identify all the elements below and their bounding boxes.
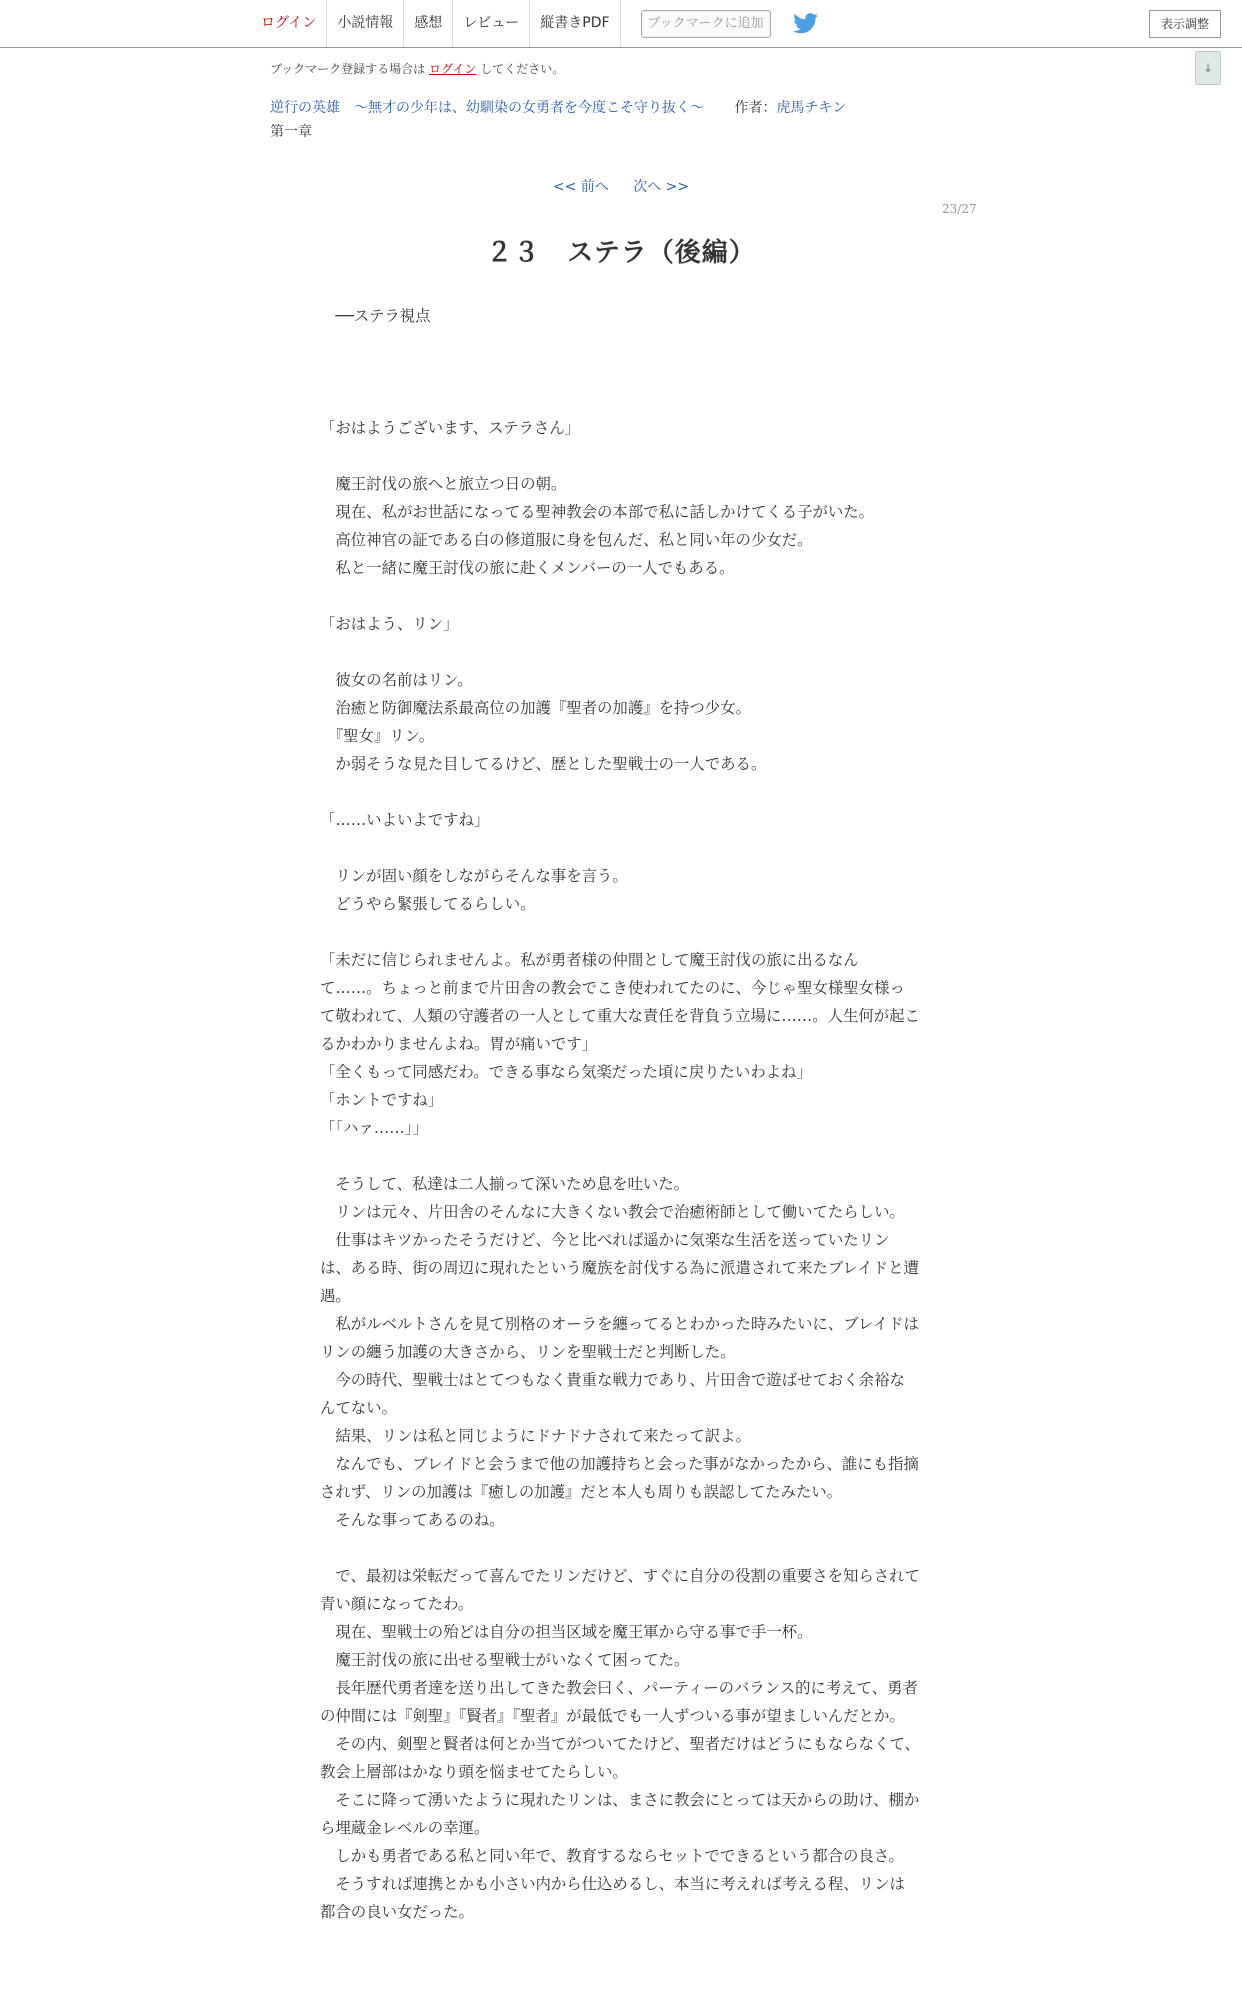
- body-paragraph: 『聖女』リン。: [320, 727, 435, 745]
- notice-login-link[interactable]: ログイン: [429, 62, 477, 76]
- body-paragraph: 今の時代、聖戦士はとてつもなく貴重な戦力であり、片田舎で遊ばせておく余裕なんてない。: [320, 1371, 905, 1417]
- top-navigation-bar: [0, 0, 1242, 48]
- body-paragraph: [320, 834, 920, 862]
- body-paragraph: [320, 386, 920, 414]
- body-paragraph: か弱そうな見た目してるけど、歴とした聖戦士の一人である。: [320, 755, 767, 773]
- chapter-label: 第一章: [270, 124, 312, 140]
- body-paragraph: 「全くもって同感だわ。できる事なら気楽だった頃に戻りたいわよね」: [320, 1063, 812, 1081]
- author-label: 作者：: [734, 100, 777, 116]
- body-paragraph: 治癒と防御魔法系最高位の加護『聖者の加護』を持つ少女。: [320, 699, 751, 717]
- add-bookmark-button[interactable]: ブックマークに追加: [641, 10, 771, 38]
- nav-vertical-pdf-link[interactable]: 縦書きPDF: [530, 0, 620, 47]
- body-paragraph: [320, 778, 920, 806]
- body-paragraph: その内、剣聖と賢者は何とか当てがついてたけど、聖者だけはどうにもならなくて、教会上層部はかなり頭を悩ませてたらしい。: [320, 1735, 920, 1781]
- body-paragraph: [320, 582, 920, 610]
- next-page-link[interactable]: 次へ >>: [633, 179, 690, 195]
- body-paragraph: 魔王討伐の旅に出せる聖戦士がいなくて困ってた。: [320, 1651, 690, 1669]
- twitter-bird-icon[interactable]: [793, 12, 821, 36]
- body-paragraph: 「おはよう、リン」: [320, 615, 459, 633]
- nav-login-link[interactable]: ログイン: [251, 0, 327, 47]
- notice-text-before: ブックマーク登録する場合は: [270, 62, 426, 76]
- body-paragraph: [320, 918, 920, 946]
- display-settings-button[interactable]: 表示調整: [1149, 10, 1221, 38]
- nav-review-link[interactable]: レビュー: [453, 0, 530, 47]
- body-paragraph: 「未だに信じられませんよ。私が勇者様の仲間として魔王討伐の旅に出るなんて……。ちょっと前まで片田舎の教会でこき使われてたのに、今じゃ聖女様聖女様って敬われて、人類の守護者の一人として重大な責任を背負う立場に……。人生何が起こるかわかりませんよね。胃が痛いです」: [320, 951, 920, 1053]
- body-paragraph: [320, 1142, 920, 1170]
- body-paragraph: ──ステラ視点: [320, 307, 431, 325]
- body-paragraph: リンが固い顔をしながらそんな事を言う。: [320, 867, 628, 885]
- body-paragraph: そうして、私達は二人揃って深いため息を吐いた。: [320, 1175, 690, 1193]
- body-paragraph: で、最初は栄転だって喜んでたリンだけど、すぐに自分の役割の重要さを知らされて青い顔になってたわ。: [320, 1567, 920, 1613]
- body-paragraph: [320, 358, 920, 386]
- page-navigation: [0, 176, 1242, 196]
- body-paragraph: 「ホントですね」: [320, 1091, 444, 1109]
- series-header: [270, 97, 846, 117]
- novel-body: [320, 302, 920, 1926]
- body-paragraph: 私と一緒に魔王討伐の旅に赴くメンバーの一人でもある。: [320, 559, 735, 577]
- body-paragraph: 「……いよいよですね」: [320, 811, 490, 829]
- body-paragraph: どうやら緊張してるらしい。: [320, 895, 536, 913]
- scroll-down-button[interactable]: ↓: [1195, 51, 1221, 85]
- prev-page-link[interactable]: << 前へ: [552, 179, 609, 195]
- body-paragraph: 彼女の名前はリン。: [320, 671, 473, 689]
- body-paragraph: [320, 330, 920, 358]
- body-paragraph: リンは元々、片田舎のそんなに大きくない教会で治癒術師として働いてたらしい。: [320, 1203, 905, 1221]
- body-paragraph: なんでも、ブレイドと会うまで他の加護持ちと会った事がなかったから、誰にも指摘されず、リンの加護は『癒しの加護』だと本人も周りも誤認してたみたい。: [320, 1455, 919, 1501]
- body-paragraph: 結果、リンは私と同じようにドナドナされて来たって訳よ。: [320, 1427, 751, 1445]
- body-paragraph: [320, 442, 920, 470]
- bookmark-login-notice: [270, 60, 564, 77]
- body-paragraph: 高位神官の証である白の修道服に身を包んだ、私と同い年の少女だ。: [320, 531, 813, 549]
- body-paragraph: 長年歴代勇者達を送り出してきた教会曰く、パーティーのバランス的に考えて、勇者の仲間には『剣聖』『賢者』『聖者』が最低でも一人ずついる事が望ましいんだとか。: [320, 1679, 918, 1725]
- nav-menu: [251, 0, 821, 47]
- episode-title: ２３ ステラ（後編）: [486, 238, 756, 268]
- body-paragraph: そこに降って湧いたように現れたリンは、まさに教会にとっては天からの助け、棚から埋蔵金レベルの幸運。: [320, 1791, 920, 1837]
- body-paragraph: 仕事はキツかったそうだけど、今と比べれば遥かに気楽な生活を送っていたリンは、ある時、街の周辺に現れたという魔族を討伐する為に派遣されて来たブレイドと遭遇。: [320, 1231, 919, 1305]
- notice-text-after: してください。: [480, 62, 565, 76]
- nav-impressions-link[interactable]: 感想: [404, 0, 453, 47]
- body-paragraph: 私がルベルトさんを見て別格のオーラを纏ってるとわかった時みたいに、ブレイドはリンの纏う加護の大きさから、リンを聖戦士だと判断した。: [320, 1315, 919, 1361]
- novel-title-link[interactable]: 逆行の英雄 ～無才の少年は、幼馴染の女勇者を今度こそ守り抜く～: [270, 100, 704, 116]
- body-paragraph: そうすれば連携とかも小さい内から仕込めるし、本当に考えれば考える程、リンは都合の良い女だった。: [320, 1875, 905, 1921]
- body-paragraph: [320, 638, 920, 666]
- author-link[interactable]: 虎馬チキン: [776, 100, 847, 116]
- nav-novel-info-link[interactable]: 小説情報: [327, 0, 404, 47]
- page-number: 23/27: [942, 202, 977, 216]
- body-paragraph: 現在、聖戦士の殆どは自分の担当区域を魔王軍から守る事で手一杯。: [320, 1623, 813, 1641]
- body-paragraph: 現在、私がお世話になってる聖神教会の本部で私に話しかけてくる子がいた。: [320, 503, 875, 521]
- body-paragraph: そんな事ってあるのね。: [320, 1511, 505, 1529]
- body-paragraph: [320, 1534, 920, 1562]
- body-paragraph: 「「ハァ……」」: [320, 1119, 428, 1137]
- body-paragraph: しかも勇者である私と同い年で、教育するならセットでできるという都合の良さ。: [320, 1847, 904, 1865]
- body-paragraph: 魔王討伐の旅へと旅立つ日の朝。: [320, 475, 567, 493]
- body-paragraph: 「おはようございます、ステラさん」: [320, 419, 581, 437]
